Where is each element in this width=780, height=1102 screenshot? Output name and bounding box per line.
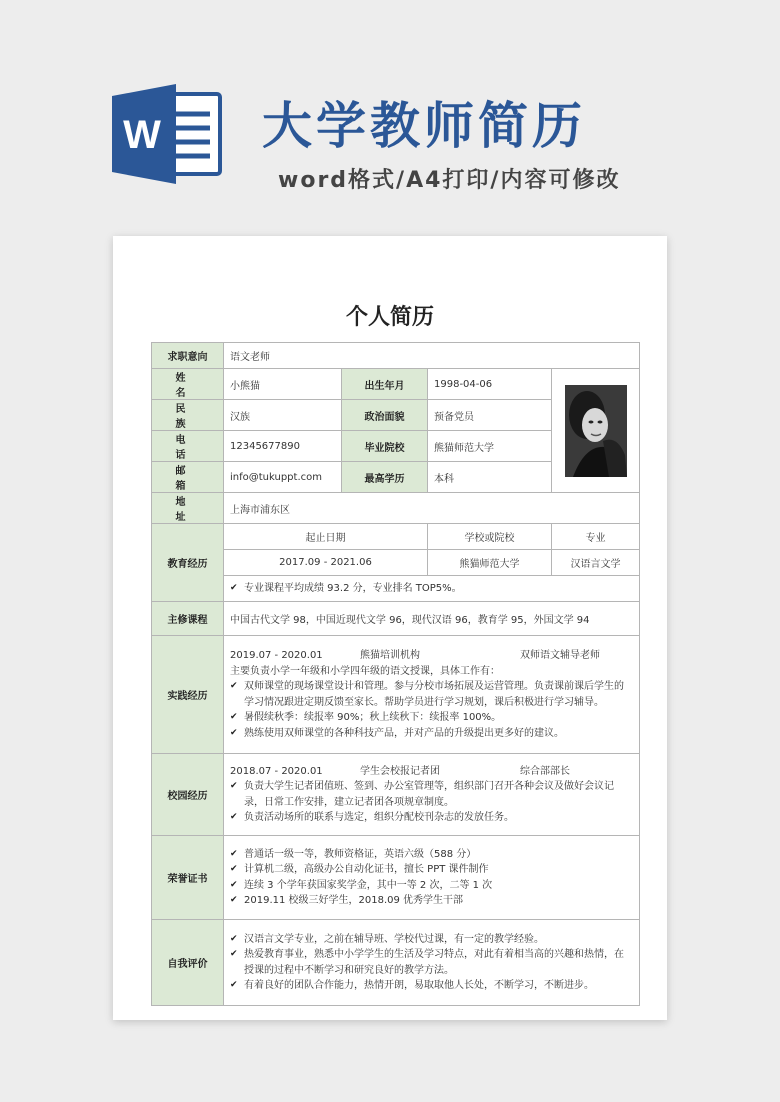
edu-note: ✔ 专业课程平均成绩 93.2 分，专业排名 TOP5%。 <box>230 581 633 597</box>
document-title: 个人简历 <box>345 305 434 330</box>
practice-item: ✔ 熟练使用双师课堂的各种科技产品，并对产品的升级提出更多好的建议。 <box>230 726 633 742</box>
value-phone: 12345677890 <box>224 431 342 462</box>
row-education-data <box>152 550 640 576</box>
campus-header <box>230 764 633 780</box>
practice-date: 2019.07 - 2020.01 <box>230 650 323 661</box>
value-name: 小熊猫 <box>224 369 342 400</box>
label-self-eval: 自我评价 <box>152 920 224 1006</box>
label-school: 毕业院校 <box>342 431 428 462</box>
resume-table <box>151 342 640 1006</box>
practice-intro: 主要负责小学一年级和小学四年级的语文授课，具体工作有： <box>230 665 500 677</box>
edu-date: 2017.09 - 2021.06 <box>224 550 428 576</box>
value-address: 上海市浦东区 <box>224 493 640 524</box>
self-eval-item: ✔ 有着良好的团队合作能力，热情开朗，易取取他人长处，不断学习，不断进步。 <box>230 978 633 994</box>
honor-item: ✔ 2019.11 校级三好学生，2018.09 优秀学生干部 <box>230 893 633 909</box>
label-email: 邮 箱 <box>152 462 224 493</box>
value-email: info@tukuppt.com <box>224 462 342 493</box>
resume-page <box>113 236 667 1020</box>
label-politics: 政治面貌 <box>342 400 428 431</box>
edu-note-cell <box>224 576 640 602</box>
label-ethnic: 民 族 <box>152 400 224 431</box>
practice-cell <box>224 636 640 754</box>
value-politics: 预备党员 <box>428 400 552 431</box>
honors-cell <box>224 836 640 920</box>
self-eval-cell <box>224 920 640 1006</box>
practice-item: ✔ 双师课堂的现场课堂设计和管理。参与分校市场拓展及运营管理。负责课前课后学生的学习情况跟进定期反馈至家长。帮助学员进行学习规划，课后积极进行学习辅导。 <box>230 679 633 710</box>
campus-cell <box>224 754 640 836</box>
label-degree: 最高学历 <box>342 462 428 493</box>
label-education: 教育经历 <box>152 524 224 602</box>
practice-org: 熊猫培训机构 <box>360 650 420 661</box>
honor-item: ✔ 连续 3 个学年获国家奖学金，其中一等 2 次，二等 1 次 <box>230 878 633 894</box>
word-logo-icon <box>112 84 224 184</box>
row-intent <box>152 343 640 369</box>
value-birth: 1998-04-06 <box>428 369 552 400</box>
label-campus: 校园经历 <box>152 754 224 836</box>
self-eval-item: ✔ 汉语言文学专业，之前在辅导班、学校代过课，有一定的教学经验。 <box>230 932 633 948</box>
row-education-note <box>152 576 640 602</box>
edu-school: 熊猫师范大学 <box>428 550 552 576</box>
practice-role: 双师语文辅导老师 <box>520 650 600 661</box>
label-name: 姓 名 <box>152 369 224 400</box>
value-ethnic: 汉族 <box>224 400 342 431</box>
banner-title: 大学教师简历 <box>262 97 586 155</box>
svg-text:W: W <box>123 113 161 157</box>
self-eval-item: ✔ 热爱教育事业，熟悉中小学学生的生活及学习特点，对此有着相当高的兴趣和热情，在授课的过程中不断学习和研究良好的教学方法。 <box>230 947 633 978</box>
label-practice: 实践经历 <box>152 636 224 754</box>
label-intent: 求职意向 <box>152 343 224 369</box>
campus-role: 综合部部长 <box>520 765 570 777</box>
avatar <box>565 385 627 477</box>
campus-item: ✔ 负责活动场所的联系与选定，组织分配校刊杂志的发放任务。 <box>230 810 633 826</box>
value-intent: 语文老师 <box>224 343 640 369</box>
campus-org: 学生会校报记者团 <box>360 765 440 777</box>
edu-header-date: 起止日期 <box>224 524 428 550</box>
practice-header <box>230 648 633 664</box>
portrait-image <box>565 385 627 477</box>
row-honors <box>152 836 640 920</box>
label-courses: 主修课程 <box>152 602 224 636</box>
practice-item: ✔ 暑假续秋季：续报率 90%；秋上续秋下：续报率 100%。 <box>230 710 633 726</box>
edu-major: 汉语言文学 <box>552 550 640 576</box>
row-self-eval <box>152 920 640 1006</box>
label-phone: 电 话 <box>152 431 224 462</box>
banner-subtitle: word格式/A4打印/内容可修改 <box>278 168 621 193</box>
honor-item: ✔ 计算机二级，高级办公自动化证书，擅长 PPT 课件制作 <box>230 862 633 878</box>
value-school: 熊猫师范大学 <box>428 431 552 462</box>
value-courses: 中国古代文学 98，中国近现代文学 96，现代汉语 96，教育学 95，外国文学 94 <box>224 602 640 636</box>
honor-item: ✔ 普通话一级一等，教师资格证，英语六级（588 分） <box>230 847 633 863</box>
row-address <box>152 493 640 524</box>
row-education-header <box>152 524 640 550</box>
row-campus <box>152 754 640 836</box>
row-courses <box>152 602 640 636</box>
label-birth: 出生年月 <box>342 369 428 400</box>
edu-header-school: 学校或院校 <box>428 524 552 550</box>
value-degree: 本科 <box>428 462 552 493</box>
row-name <box>152 369 640 400</box>
campus-date: 2018.07 - 2020.01 <box>230 765 323 777</box>
campus-item: ✔ 负责大学生记者团值班、签到、办公室管理等，组织部门召开各种会议及做好会议记录，日常工作安排，建立记者团各项规章制度。 <box>230 779 633 810</box>
label-honors: 荣誉证书 <box>152 836 224 920</box>
photo-cell <box>552 369 640 493</box>
edu-header-major: 专业 <box>552 524 640 550</box>
label-address: 地 址 <box>152 493 224 524</box>
row-practice <box>152 636 640 754</box>
